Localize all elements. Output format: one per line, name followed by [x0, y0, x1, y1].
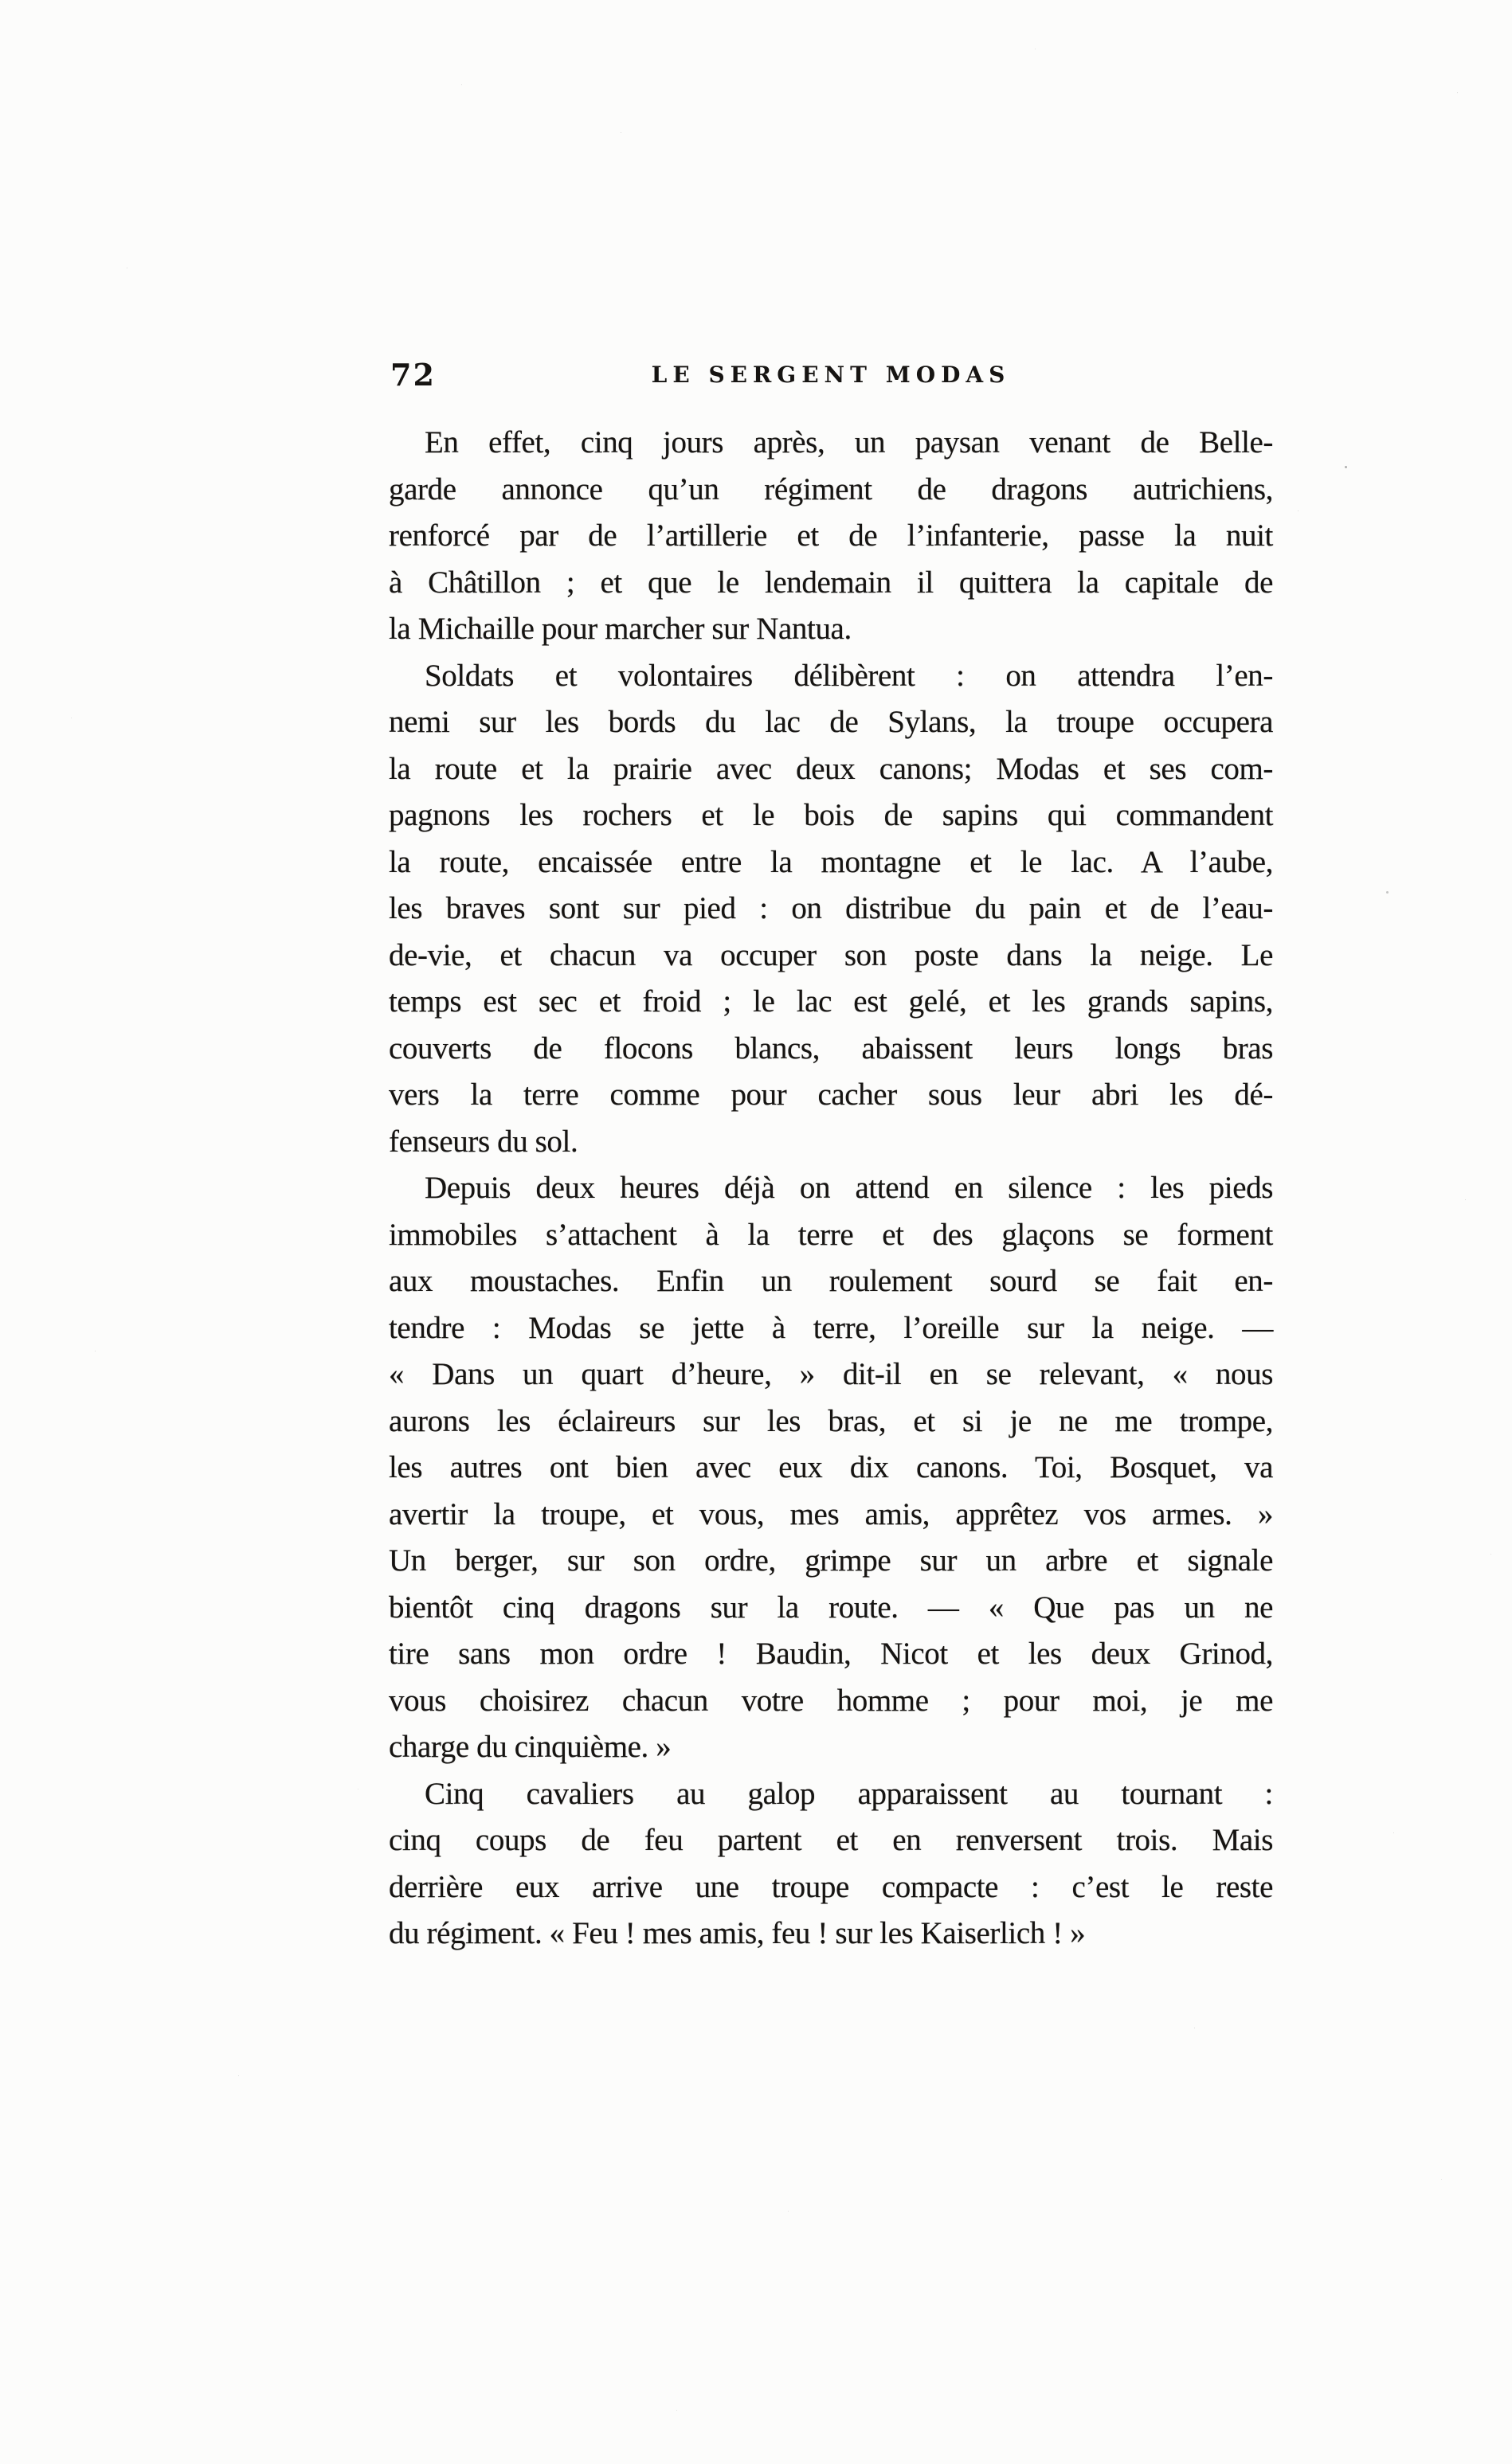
text-line: tendre : Modas se jette à terre, l’oreille sur la neige. —: [389, 1310, 1273, 1345]
text-line: Un berger, sur son ordre, grimpe sur un arbre et signale: [389, 1543, 1273, 1578]
running-header: [389, 355, 1273, 398]
text-line: En effet, cinq jours après, un paysan venant de Belle-: [425, 425, 1273, 460]
text-line: immobiles s’attachent à la terre et des glaçons se forment: [389, 1217, 1273, 1252]
text-line: la Michaille pour marcher sur Nantua.: [389, 612, 852, 646]
text-line: renforcé par de l’artillerie et de l’infanterie, passe la nuit: [389, 518, 1273, 553]
text-line: temps est sec et froid ; le lac est gelé, et les grands sapins,: [389, 984, 1273, 1019]
text-line: cinq coups de feu partent et en renversent trois. Mais: [389, 1823, 1273, 1857]
text-line: Cinq cavaliers au galop apparaissent au tournant :: [425, 1776, 1273, 1811]
text-line: la route et la prairie avec deux canons; Modas et ses com-: [389, 751, 1273, 786]
text-line: nemi sur les bords du lac de Sylans, la troupe occupera: [389, 705, 1273, 739]
text-line: les braves sont sur pied : on distribue du pain et de l’eau-: [389, 891, 1273, 925]
text-line: pagnons les rochers et le bois de sapins qui commandent: [389, 798, 1273, 832]
running-title: LE SERGENT MODAS: [651, 362, 1011, 388]
text-line: du régiment. « Feu ! mes amis, feu ! sur les Kaiserlich ! »: [389, 1916, 1086, 1950]
text-line: Soldats et volontaires délibèrent : on attendra l’en-: [425, 658, 1273, 693]
paragraph: [389, 1165, 1273, 1771]
paragraph: [389, 653, 1273, 1166]
text-line: aux moustaches. Enfin un roulement sourd se fait en-: [389, 1264, 1273, 1298]
text-line: aurons les éclaireurs sur les bras, et si je ne me trompe,: [389, 1403, 1273, 1438]
page-body: [389, 420, 1273, 1958]
text-line: vers la terre comme pour cacher sous leur abri les dé-: [389, 1078, 1273, 1112]
text-line: derrière eux arrive une troupe compacte : c’est le reste: [389, 1869, 1273, 1904]
text-line: à Châtillon ; et que le lendemain il quittera la capitale de: [389, 565, 1273, 600]
text-line: « Dans un quart d’heure, » dit-il en se relevant, « nous: [389, 1357, 1273, 1391]
text-line: les autres ont bien avec eux dix canons. Toi, Bosquet, va: [389, 1450, 1273, 1484]
text-line: de-vie, et chacun va occuper son poste dans la neige. Le: [389, 937, 1273, 972]
text-line: tire sans mon ordre ! Baudin, Nicot et les deux Grinod,: [389, 1637, 1273, 1671]
text-line: la route, encaissée entre la montagne et le lac. A l’aube,: [389, 844, 1273, 879]
page-number: 72: [390, 357, 436, 393]
text-line: charge du cinquième. »: [389, 1730, 672, 1764]
text-line: couverts de flocons blancs, abaissent leurs longs bras: [389, 1031, 1273, 1066]
text-line: bientôt cinq dragons sur la route. — « Que pas un ne: [389, 1590, 1273, 1625]
text-line: fenseurs du sol.: [389, 1124, 578, 1159]
paragraph: [389, 420, 1273, 653]
text-line: garde annonce qu’un régiment de dragons autrichiens,: [389, 471, 1273, 506]
text-line: vous choisirez chacun votre homme ; pour moi, je me: [389, 1683, 1273, 1718]
text-line: Depuis deux heures déjà on attend en silence : les pieds: [425, 1171, 1273, 1205]
text-line: avertir la troupe, et vous, mes amis, apprêtez vos armes. »: [389, 1496, 1273, 1531]
paragraph: [389, 1771, 1273, 1958]
